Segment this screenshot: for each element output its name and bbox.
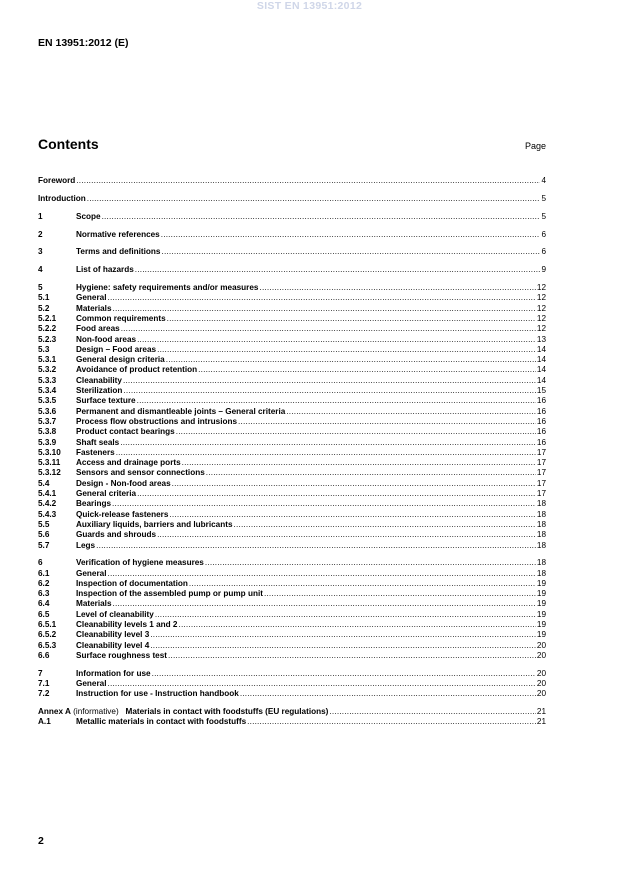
- toc-entry[interactable]: [38, 417, 546, 427]
- toc-entry-page: 14: [536, 344, 546, 354]
- toc-entry[interactable]: [38, 468, 546, 478]
- toc-entry-title: General criteria: [76, 489, 137, 499]
- toc-entry[interactable]: [38, 640, 546, 650]
- toc-entry-number: 5.4: [38, 478, 50, 488]
- toc-entry[interactable]: [38, 229, 546, 239]
- dot-leader: [150, 630, 536, 640]
- toc-entry-title: Auxiliary liquids, barriers and lubricants: [76, 519, 233, 529]
- annex-title: Materials in contact with foodstuffs (EU regulations): [125, 707, 329, 717]
- toc-entry-title: Hygiene: safety requirements and/or measures: [76, 283, 259, 293]
- dot-leader: [108, 569, 536, 579]
- toc-entry-title: General: [76, 568, 107, 578]
- toc-entry[interactable]: [38, 499, 546, 509]
- toc-entry-title: Quick-release fasteners: [76, 509, 169, 519]
- toc-entry-number: 5.3.12: [38, 468, 61, 478]
- toc-entry-page: 20: [536, 640, 546, 650]
- dot-leader: [96, 541, 536, 551]
- toc-entry-page: 18: [536, 509, 546, 519]
- toc-entry-number: 5.2: [38, 303, 50, 313]
- toc-entry-page: 20: [536, 689, 546, 699]
- toc-entry-page: 16: [536, 406, 546, 416]
- toc-entry[interactable]: [38, 396, 546, 406]
- toc-entry-page: 19: [536, 599, 546, 609]
- toc-entry-page: 12: [536, 303, 546, 313]
- dot-leader: [172, 479, 536, 489]
- dot-leader: [182, 458, 536, 468]
- toc-entry[interactable]: [38, 589, 546, 599]
- toc-entry-page: 18: [536, 558, 546, 568]
- toc-entry-title: General design criteria: [76, 355, 165, 365]
- toc-entry-page: 15: [536, 386, 546, 396]
- toc-entry[interactable]: [38, 265, 546, 275]
- toc-entry-title: Normative references: [76, 229, 160, 239]
- toc-entry-page: 20: [536, 679, 546, 689]
- dot-leader: [113, 599, 536, 609]
- dot-leader: [176, 427, 536, 437]
- toc-entry-number: 1: [38, 211, 43, 221]
- toc-entry-number: 6.5.1: [38, 620, 57, 630]
- toc-entry-page: 12: [536, 313, 546, 323]
- toc-entry-page: 17: [536, 489, 546, 499]
- toc-entry-page: 14: [536, 365, 546, 375]
- toc-entry[interactable]: [38, 458, 546, 468]
- toc-entry-page: 4: [541, 176, 546, 186]
- toc-entry-title: Level of cleanability: [76, 609, 154, 619]
- toc-entry-page: 12: [536, 324, 546, 334]
- toc-entry-number: 4: [38, 265, 43, 275]
- toc-entry-title: Legs: [76, 540, 96, 550]
- toc-entry-page: 12: [536, 283, 546, 293]
- toc-entry-page: 21: [536, 717, 546, 727]
- toc-entry[interactable]: [38, 717, 546, 727]
- toc-entry-number: 5.2.1: [38, 313, 57, 323]
- dot-leader: [150, 641, 536, 651]
- toc-entry-title: Verification of hygiene measures: [76, 558, 204, 568]
- dot-leader: [108, 293, 536, 303]
- toc-entry[interactable]: [38, 334, 546, 344]
- toc-entry[interactable]: [38, 579, 546, 589]
- toc-entry-number: 6.5: [38, 609, 50, 619]
- toc-entry-page: 18: [536, 540, 546, 550]
- dot-leader: [205, 558, 536, 568]
- toc-entry-number: 5.3.2: [38, 365, 57, 375]
- toc-entry-number: 5.3.6: [38, 406, 57, 416]
- dot-leader: [76, 176, 540, 186]
- toc-entry-title: Avoidance of product retention: [76, 365, 198, 375]
- toc-entry-page: 18: [536, 568, 546, 578]
- dot-leader: [120, 438, 536, 448]
- dot-leader: [168, 651, 536, 661]
- toc-entry-page: 16: [536, 416, 546, 426]
- toc-entry-page: 12: [536, 293, 546, 303]
- toc-entry-page: 13: [536, 334, 546, 344]
- dot-leader: [155, 610, 536, 620]
- toc-entry-number: 5.4.1: [38, 489, 57, 499]
- toc-entry[interactable]: [38, 375, 546, 385]
- toc-entry-title: Cleanability levels 1 and 2: [76, 620, 178, 630]
- toc-entry-number: 5.3.11: [38, 458, 61, 468]
- toc-entry-number: 5.3.10: [38, 447, 61, 457]
- dot-leader: [286, 407, 536, 417]
- toc-entry-number: 5.3.4: [38, 386, 57, 396]
- toc-entry-title: Materials: [76, 599, 112, 609]
- toc-entry-title: Food areas: [76, 324, 120, 334]
- toc-entry[interactable]: [38, 194, 546, 204]
- toc-entry-number: 5.5: [38, 519, 50, 529]
- toc-entry-number: 6.5.2: [38, 630, 57, 640]
- dot-leader: [240, 689, 536, 699]
- toc-entry-page: 16: [536, 437, 546, 447]
- toc-entry-page: 20: [536, 668, 546, 678]
- toc-entry[interactable]: [38, 520, 546, 530]
- toc-entry-title: Cleanability level 3: [76, 630, 150, 640]
- dot-leader: [198, 365, 536, 375]
- toc-entry-number: 5.3.3: [38, 375, 57, 385]
- toc-entry[interactable]: [38, 345, 546, 355]
- toc-entry-title: Access and drainage ports: [76, 458, 181, 468]
- toc-entry-page: 20: [536, 650, 546, 660]
- toc-entry[interactable]: [38, 558, 546, 568]
- toc-entry-page: 6: [541, 247, 546, 257]
- dot-leader: [169, 510, 536, 520]
- toc-entry-number: 5.2.3: [38, 334, 57, 344]
- toc-entry[interactable]: [38, 355, 546, 365]
- dot-leader: [259, 283, 535, 293]
- toc-entry[interactable]: [38, 324, 546, 334]
- dot-leader: [123, 376, 536, 386]
- dot-leader: [112, 499, 536, 509]
- contents-title: Contents: [38, 136, 99, 152]
- toc-entry[interactable]: [38, 620, 546, 630]
- toc-entry[interactable]: [38, 609, 546, 619]
- toc-entry[interactable]: [38, 314, 546, 324]
- toc-entry-title: List of hazards: [76, 265, 134, 275]
- toc-entry[interactable]: [38, 406, 546, 416]
- table-of-contents: [38, 176, 546, 727]
- toc-entry-title: Terms and definitions: [76, 247, 161, 257]
- toc-entry-page: 19: [536, 589, 546, 599]
- toc-entry-title: Bearings: [76, 499, 112, 509]
- toc-entry-title: Information for use: [76, 668, 151, 678]
- toc-entry[interactable]: [38, 540, 546, 550]
- toc-entry-title: Inspection of the assembled pump or pump unit: [76, 589, 263, 599]
- toc-entry[interactable]: [38, 668, 546, 678]
- toc-entry[interactable]: [38, 437, 546, 447]
- toc-entry-page: 5: [541, 194, 546, 204]
- watermark: SIST EN 13951:2012: [256, 0, 363, 12]
- page-number: 2: [38, 835, 44, 847]
- toc-entry-title: Design – Food areas: [76, 344, 157, 354]
- toc-entry-page: 6: [541, 229, 546, 239]
- page-column-label: Page: [524, 141, 546, 151]
- dot-leader: [137, 335, 536, 345]
- toc-entry-number: 7: [38, 668, 43, 678]
- toc-entry-title: [38, 707, 328, 717]
- toc-entry[interactable]: [38, 630, 546, 640]
- toc-entry-number: 7.1: [38, 679, 50, 689]
- dot-leader: [206, 468, 536, 478]
- toc-entry[interactable]: [38, 530, 546, 540]
- toc-entry-title: Sensors and sensor connections: [76, 468, 205, 478]
- toc-entry-number: 7.2: [38, 689, 50, 699]
- toc-entry[interactable]: [38, 509, 546, 519]
- toc-entry-title: Non-food areas: [76, 334, 137, 344]
- toc-entry-page: 21: [536, 707, 546, 717]
- toc-entry[interactable]: [38, 599, 546, 609]
- dot-leader: [152, 669, 536, 679]
- toc-entry-title: Common requirements: [76, 313, 166, 323]
- dot-leader: [87, 194, 541, 204]
- dot-leader: [167, 314, 536, 324]
- toc-entry-number: 2: [38, 229, 43, 239]
- toc-entry-number: 3: [38, 247, 43, 257]
- dot-leader: [123, 386, 535, 396]
- dot-leader: [178, 620, 535, 630]
- dot-leader: [329, 707, 535, 717]
- dot-leader: [161, 230, 541, 240]
- toc-entry-number: 5.2.2: [38, 324, 57, 334]
- dot-leader: [113, 304, 536, 314]
- toc-entry-title: Materials: [76, 303, 112, 313]
- toc-entry[interactable]: [38, 568, 546, 578]
- toc-entry[interactable]: [38, 489, 546, 499]
- dot-leader: [247, 717, 536, 727]
- toc-entry-number: A.1: [38, 717, 51, 727]
- toc-entry-title: Guards and shrouds: [76, 530, 157, 540]
- dot-leader: [189, 579, 536, 589]
- toc-entry-title: Surface roughness test: [76, 650, 167, 660]
- dot-leader: [157, 345, 536, 355]
- dot-leader: [238, 417, 536, 427]
- toc-entry-number: 5.1: [38, 293, 50, 303]
- dot-leader: [166, 355, 536, 365]
- toc-entry[interactable]: [38, 247, 546, 257]
- toc-entry-number: 6.2: [38, 578, 50, 588]
- dot-leader: [108, 679, 536, 689]
- toc-entry-number: 5.3.9: [38, 437, 57, 447]
- toc-entry[interactable]: [38, 386, 546, 396]
- dot-leader: [137, 489, 536, 499]
- toc-entry-title: Permanent and dismantleable joints – General criteria: [76, 406, 286, 416]
- toc-entry-title: Product contact bearings: [76, 427, 175, 437]
- toc-entry-title: Process flow obstructions and intrusions: [76, 416, 238, 426]
- toc-entry-number: 5.4.2: [38, 499, 57, 509]
- toc-entry-title: Fasteners: [76, 447, 115, 457]
- toc-entry-page: 17: [536, 478, 546, 488]
- dot-leader: [102, 212, 541, 222]
- toc-entry[interactable]: [38, 176, 546, 186]
- toc-entry[interactable]: [38, 689, 546, 699]
- toc-entry-number: 6.3: [38, 589, 50, 599]
- dot-leader: [116, 448, 536, 458]
- toc-entry-page: 14: [536, 355, 546, 365]
- toc-entry[interactable]: [38, 478, 546, 488]
- toc-entry-number: 5.3.7: [38, 416, 57, 426]
- dot-leader: [135, 265, 541, 275]
- toc-entry-title: Introduction: [38, 194, 86, 204]
- dot-leader: [121, 324, 536, 334]
- toc-entry-title: Sterilization: [76, 386, 123, 396]
- toc-entry-title: Scope: [76, 211, 101, 221]
- toc-entry-page: 17: [536, 458, 546, 468]
- toc-entry-title: Shaft seals: [76, 437, 120, 447]
- toc-entry-title: Cleanability level 4: [76, 640, 150, 650]
- toc-entry[interactable]: [38, 448, 546, 458]
- dot-leader: [264, 589, 536, 599]
- toc-entry-number: 5.3.5: [38, 396, 57, 406]
- toc-entry[interactable]: [38, 679, 546, 689]
- toc-entry-page: 17: [536, 447, 546, 457]
- toc-entry-page: 18: [536, 530, 546, 540]
- toc-entry-page: 19: [536, 578, 546, 588]
- toc-entry[interactable]: [38, 427, 546, 437]
- toc-entry-number: 5.4.3: [38, 509, 57, 519]
- toc-entry[interactable]: [38, 212, 546, 222]
- toc-entry-title: Cleanability: [76, 375, 122, 385]
- toc-entry-number: 6.1: [38, 568, 50, 578]
- toc-entry-number: 5.6: [38, 530, 50, 540]
- document-id: EN 13951:2012 (E): [38, 37, 129, 49]
- toc-entry-page: 14: [536, 375, 546, 385]
- annex-label: Annex A: [38, 707, 71, 717]
- toc-entry-page: 16: [536, 427, 546, 437]
- toc-entry-title: Design - Non-food areas: [76, 478, 171, 488]
- toc-entry-title: Instruction for use - Instruction handbook: [76, 689, 239, 699]
- toc-entry-page: 18: [536, 499, 546, 509]
- toc-entry[interactable]: [38, 303, 546, 313]
- toc-entry[interactable]: [38, 707, 546, 717]
- toc-entry-page: 18: [536, 519, 546, 529]
- toc-entry-number: 5.3.8: [38, 427, 57, 437]
- dot-leader: [157, 530, 536, 540]
- toc-entry-number: 6.5.3: [38, 640, 57, 650]
- toc-entry-page: 9: [541, 265, 546, 275]
- toc-entry-page: 5: [541, 211, 546, 221]
- toc-entry-title: Surface texture: [76, 396, 136, 406]
- toc-entry-number: 5.3: [38, 344, 50, 354]
- toc-entry-number: 6.4: [38, 599, 50, 609]
- toc-entry[interactable]: [38, 365, 546, 375]
- toc-entry-title: Metallic materials in contact with foodstuffs: [76, 717, 247, 727]
- dot-leader: [234, 520, 536, 530]
- toc-entry-title: General: [76, 679, 107, 689]
- toc-entry-page: 17: [536, 468, 546, 478]
- toc-entry-title: Inspection of documentation: [76, 578, 188, 588]
- toc-entry[interactable]: [38, 293, 546, 303]
- toc-entry-title: Foreword: [38, 176, 76, 186]
- annex-informative-label: (informative): [70, 707, 126, 717]
- toc-entry[interactable]: [38, 283, 546, 293]
- toc-entry-page: 16: [536, 396, 546, 406]
- toc-entry-number: 6.6: [38, 650, 50, 660]
- toc-entry-title: General: [76, 293, 107, 303]
- toc-entry-number: 5: [38, 283, 43, 293]
- toc-entry-page: 19: [536, 630, 546, 640]
- toc-entry-page: 19: [536, 620, 546, 630]
- dot-leader: [137, 396, 536, 406]
- toc-entry-number: 6: [38, 558, 43, 568]
- toc-entry-page: 19: [536, 609, 546, 619]
- toc-entry-number: 5.3.1: [38, 355, 57, 365]
- dot-leader: [161, 247, 540, 257]
- toc-entry-number: 5.7: [38, 540, 50, 550]
- toc-entry[interactable]: [38, 651, 546, 661]
